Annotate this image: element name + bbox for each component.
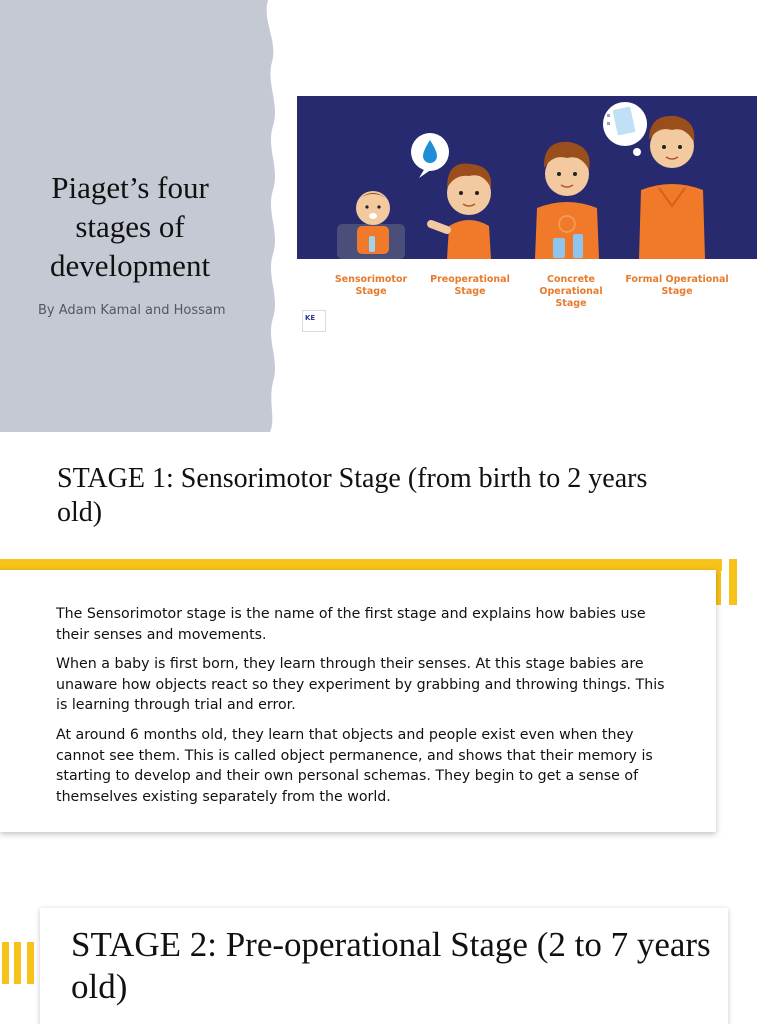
stage-label-sensorimotor: Sensorimotor Stage — [334, 274, 408, 297]
stage2-heading: STAGE 2: Pre-operational Stage (2 to 7 years old) — [71, 925, 711, 1006]
yellow-accent-stripe — [729, 559, 737, 605]
stage1-paragraph: At around 6 months old, they learn that objects and people exist even when they cannot see them. This is called object permanence, and shows that their memory is starting to develop and their own personal schemas. They begin to get a sense of themselves existing separately from the world. — [56, 727, 653, 805]
stage1-paragraph: The Sensorimotor stage is the name of the first stage and explains how babies use their senses and movements. — [56, 606, 646, 643]
stage-label-formal-operational: Formal Operational Stage — [625, 274, 729, 297]
stage-label-preoperational: Preoperational Stage — [430, 274, 510, 297]
stage2-heading-card — [40, 908, 728, 1024]
stage1-paragraph: When a baby is first born, they learn through their senses. At this stage babies are unaware how objects react so they experiment by grabbing and throwing things. This is learning through trial and error. — [56, 656, 665, 713]
yellow-accent-stripe — [2, 942, 9, 984]
presentation-title: Piaget’s four stages of development — [49, 170, 211, 283]
stage2-slide — [0, 864, 768, 1024]
stage-label-concrete-operational: Concrete Operational Stage — [539, 274, 603, 309]
stage1-content-card — [0, 570, 716, 832]
yellow-accent-stripe — [14, 942, 21, 984]
author-byline: By Adam Kamal and Hossam — [38, 303, 226, 318]
stages-illustration — [297, 96, 757, 259]
stage1-heading: STAGE 1: Sensorimotor Stage (from birth to 2 years old) — [57, 463, 648, 528]
stage1-slide — [0, 432, 768, 864]
publisher-logo: KE — [302, 310, 326, 332]
yellow-accent-stripe — [27, 942, 34, 984]
title-slide — [0, 0, 768, 432]
